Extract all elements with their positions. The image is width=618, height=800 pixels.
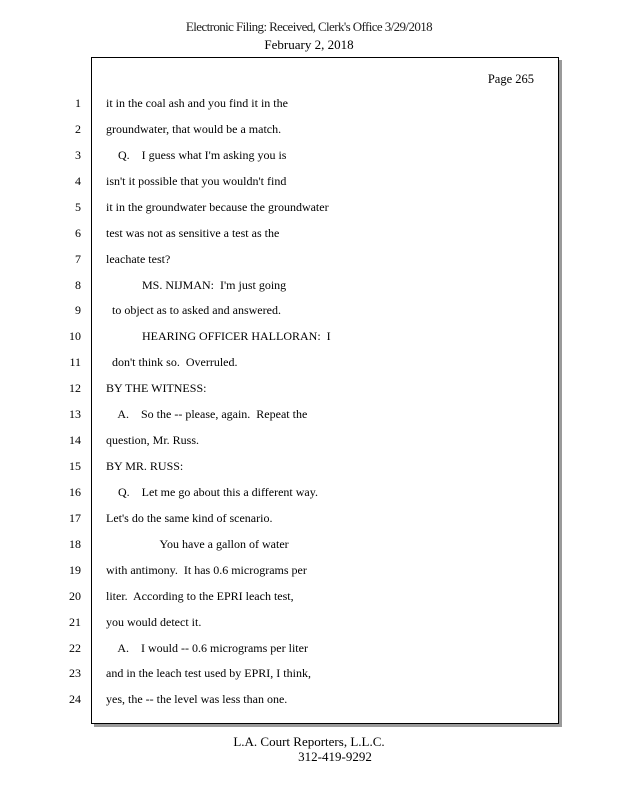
line-number: 14 — [69, 433, 81, 448]
line-number: 19 — [69, 562, 81, 577]
transcript-line: You have a gallon of water — [106, 536, 289, 551]
transcript-line: BY MR. RUSS: — [106, 459, 184, 474]
line-number: 21 — [69, 614, 81, 629]
line-number: 4 — [75, 173, 81, 188]
court-reporter-name: L.A. Court Reporters, L.L.C. — [233, 734, 385, 749]
line-number: 18 — [69, 536, 81, 551]
line-number: 20 — [69, 588, 81, 603]
transcript-line: groundwater, that would be a match. — [106, 121, 282, 136]
line-number: 1 — [75, 96, 81, 110]
line-number: 7 — [75, 251, 81, 266]
line-number: 12 — [69, 381, 81, 396]
page-number: Page 265 — [487, 72, 534, 86]
transcript-line: Q. Let me go about this a different way. — [106, 484, 318, 499]
transcript-date: February 2, 2018 — [264, 37, 354, 52]
transcript-line: MS. NIJMAN: I'm just going — [106, 277, 287, 292]
transcript-line: it in the coal ash and you find it in the — [106, 96, 288, 110]
line-number: 8 — [75, 277, 81, 292]
transcript-line: question, Mr. Russ. — [106, 433, 200, 448]
transcript-line: to object as to asked and answered. — [106, 303, 281, 318]
transcript-line: test was not as sensitive a test as the — [106, 225, 280, 240]
transcript-line: A. So the -- please, again. Repeat the — [106, 407, 308, 422]
transcript-line: A. I would -- 0.6 micrograms per liter — [106, 640, 308, 655]
line-number: 2 — [75, 121, 81, 136]
transcript-line: liter. According to the EPRI leach test, — [106, 588, 294, 603]
court-reporter-phone: 312-419-9292 — [298, 749, 372, 764]
transcript-line: leachate test? — [106, 251, 171, 266]
line-number: 5 — [75, 199, 81, 214]
transcript-line: BY THE WITNESS: — [106, 381, 207, 396]
line-number: 15 — [69, 459, 81, 474]
transcript-line: Let's do the same kind of scenario. — [106, 510, 273, 525]
transcript-line: Q. I guess what I'm asking you is — [106, 147, 287, 162]
line-number: 9 — [75, 303, 81, 318]
transcript-line: don't think so. Overruled. — [106, 355, 238, 370]
transcript-line: it in the groundwater because the groundwater — [106, 199, 329, 214]
transcript-line: and in the leach test used by EPRI, I think, — [106, 666, 311, 681]
line-number: 10 — [69, 329, 81, 344]
line-number: 23 — [69, 666, 81, 681]
transcript-line: HEARING OFFICER HALLORAN: I — [106, 329, 331, 344]
transcript-line: isn't it possible that you wouldn't find — [106, 173, 287, 188]
transcript-line: yes, the -- the level was less than one. — [106, 692, 288, 707]
transcript-line: with antimony. It has 0.6 micrograms per — [106, 562, 307, 577]
line-number: 22 — [69, 640, 81, 655]
line-number: 17 — [69, 510, 81, 525]
transcript-line: you would detect it. — [106, 614, 202, 629]
line-number: 16 — [69, 484, 81, 499]
line-number: 3 — [75, 147, 81, 162]
line-number: 24 — [69, 692, 81, 707]
line-number: 11 — [69, 355, 81, 370]
line-number: 6 — [75, 225, 81, 240]
filing-stamp: Electronic Filing: Received, Clerk's Office 3/29/2018 — [185, 19, 433, 34]
line-number: 13 — [69, 407, 81, 422]
